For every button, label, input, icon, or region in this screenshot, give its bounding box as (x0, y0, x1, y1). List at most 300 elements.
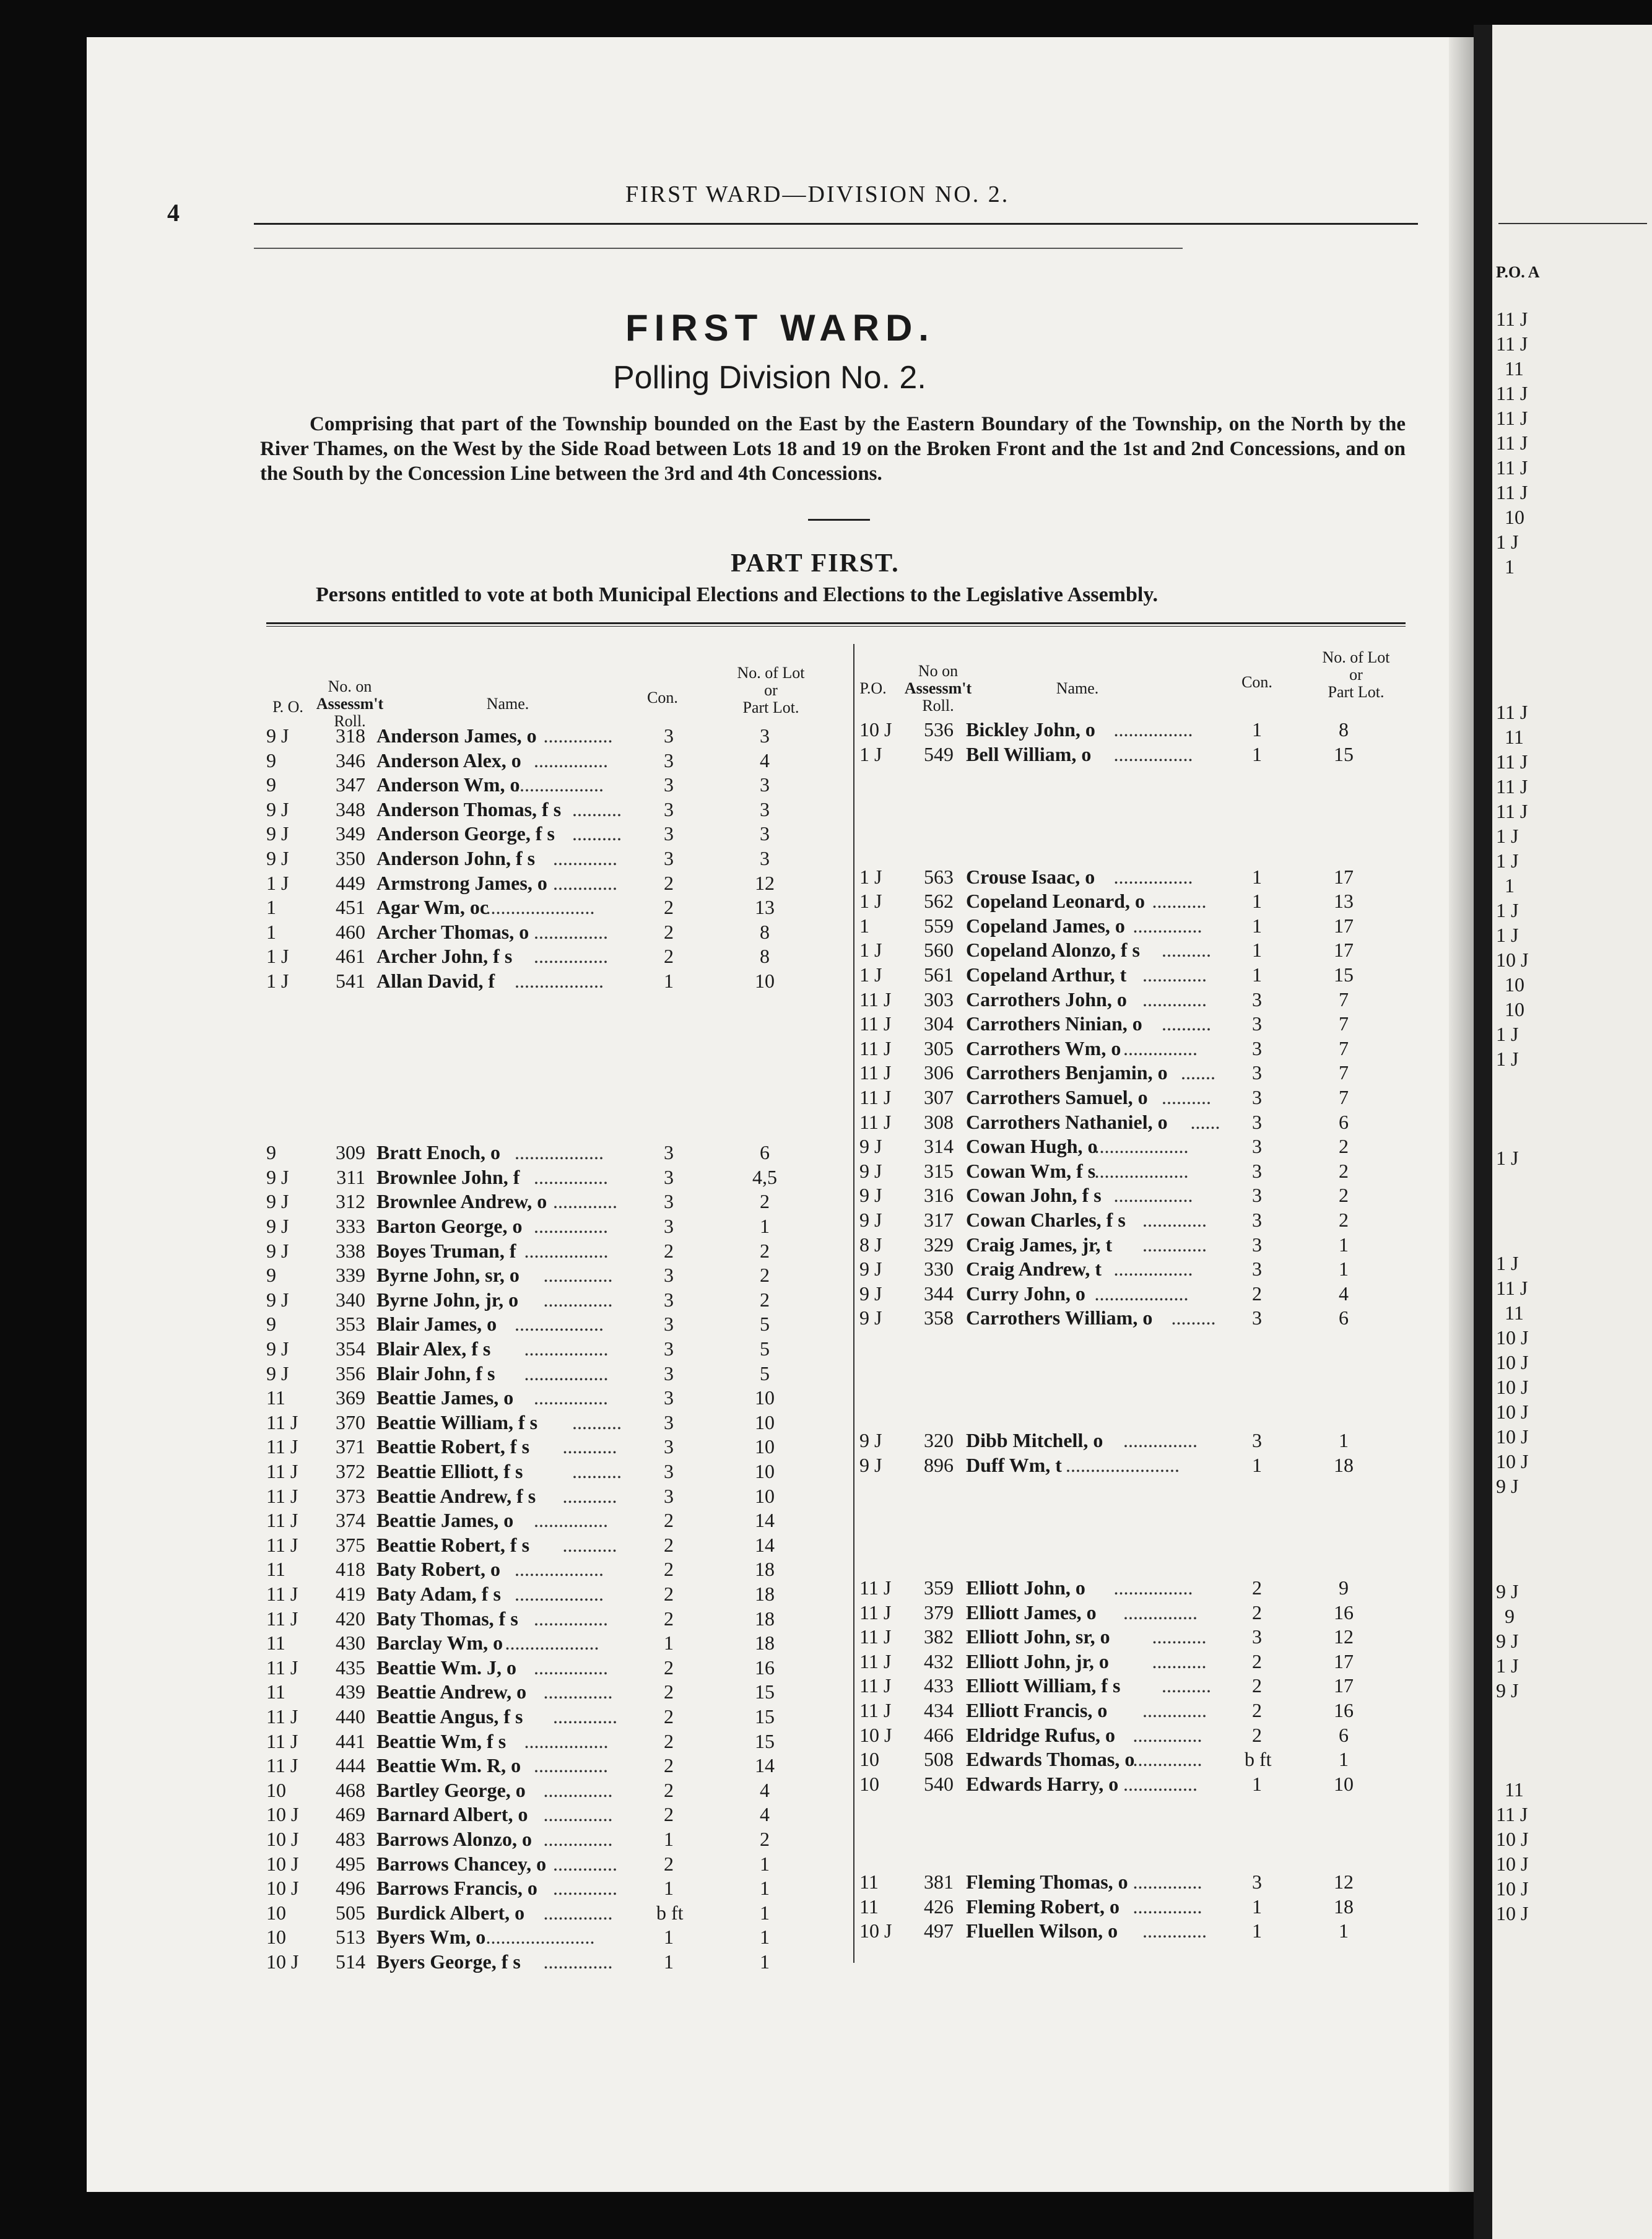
voter-row (260, 1434, 842, 1459)
voter-row (260, 1630, 842, 1655)
voter-roll-number: 559 (924, 914, 954, 937)
voter-roll-number: 495 (336, 1852, 365, 1875)
voter-po: 1 (266, 920, 276, 943)
voter-name: Cowan John, f s (966, 1184, 1102, 1207)
voter-name: Carrothers Nathaniel, o (966, 1110, 1168, 1133)
voter-row (260, 772, 842, 797)
next-page-fragment: 11 (1505, 726, 1524, 748)
header-lot-3: Part Lot. (742, 698, 799, 716)
voter-name: Barnard Albert, o (376, 1803, 528, 1826)
voter-name: Elliott John, jr, o (966, 1650, 1109, 1672)
header-roll-1: No. on (328, 677, 372, 695)
voter-lot: 12 (1334, 1871, 1354, 1893)
leader-dots: .............. (1132, 1723, 1202, 1746)
voter-name: Carrothers John, o (966, 988, 1127, 1011)
next-page-fragment: 10 J (1496, 1376, 1529, 1398)
voter-po: 11 (859, 1871, 879, 1893)
voter-roll-number: 371 (336, 1435, 365, 1458)
voter-row (260, 968, 842, 993)
voter-po: 1 J (266, 970, 289, 992)
voter-concession: 2 (1252, 1650, 1262, 1672)
voter-roll-number: 444 (336, 1754, 365, 1777)
voter-name: Craig Andrew, t (966, 1258, 1102, 1280)
voter-row (260, 1802, 842, 1827)
voter-name: Fluellen Wilson, o (966, 1919, 1118, 1942)
voter-row (854, 864, 1424, 889)
voter-roll-number: 314 (924, 1135, 954, 1158)
voter-concession: 3 (664, 1288, 674, 1311)
voter-row (854, 1698, 1424, 1723)
voter-row (854, 913, 1424, 938)
voter-concession: 1 (664, 1632, 674, 1654)
leader-dots: .............. (1132, 914, 1202, 937)
voter-roll-number: 440 (336, 1705, 365, 1728)
voter-roll-number: 483 (336, 1828, 365, 1850)
voter-row (260, 1900, 842, 1925)
voter-lot: 7 (1339, 1012, 1349, 1035)
voter-concession: 3 (1252, 1871, 1262, 1893)
voter-po: 11 J (266, 1484, 298, 1507)
leader-dots: ...... (1190, 1110, 1220, 1133)
voter-name: Fleming Thomas, o (966, 1871, 1128, 1893)
voter-concession: 2 (664, 1754, 674, 1777)
voter-po: 11 J (266, 1705, 298, 1728)
voter-concession: 1 (1252, 1772, 1262, 1795)
voter-concession: 1 (1252, 1919, 1262, 1942)
voter-name: Beattie Wm. R, o (376, 1754, 521, 1777)
voter-concession: 1 (1252, 865, 1262, 888)
leader-dots: ............. (553, 1705, 617, 1728)
leader-dots: .............. (543, 1803, 613, 1826)
voter-row (854, 1772, 1424, 1796)
leader-dots: .............. (543, 1901, 613, 1924)
voter-row (854, 1453, 1424, 1477)
voter-row (854, 1747, 1424, 1772)
leader-dots: ................... (1094, 1159, 1189, 1182)
leader-dots: .............. (543, 1950, 613, 1973)
next-page-fragment: 11 J (1496, 481, 1528, 503)
voter-po: 11 J (859, 1601, 892, 1624)
page-gutter (1474, 25, 1493, 2239)
leader-dots: ............... (534, 1754, 608, 1777)
next-page-fragment: 11 J (1496, 750, 1528, 773)
voter-lot: 5 (760, 1313, 770, 1336)
voter-roll-number: 466 (924, 1723, 954, 1746)
voter-name: Cowan Hugh, o (966, 1135, 1098, 1158)
voter-name: Beattie Andrew, o (376, 1680, 527, 1703)
next-page-fragment: 1 J (1496, 1023, 1519, 1045)
voter-lot: 18 (755, 1607, 775, 1630)
next-page-fragment: 11 J (1496, 333, 1528, 355)
voter-name: Boyes Truman, f (376, 1239, 516, 1262)
voter-roll-number: 381 (924, 1871, 954, 1893)
voter-row (260, 723, 842, 748)
next-page-fragment: 10 J (1496, 1853, 1529, 1875)
leader-dots: ............... (534, 1215, 608, 1237)
voter-lot: 1 (1339, 1258, 1349, 1280)
voter-lot: 10 (755, 1460, 775, 1482)
voter-name: Anderson John, f s (376, 847, 536, 869)
header-po-right: P.O. (859, 679, 887, 697)
voter-lot: 10 (755, 1411, 775, 1433)
voter-lot: 3 (760, 822, 770, 845)
voter-lot: 8 (760, 920, 770, 943)
voter-lot: 15 (755, 1680, 775, 1703)
voter-lot: 8 (1339, 718, 1349, 741)
voter-concession: 1 (1252, 1454, 1262, 1476)
voter-row (260, 871, 842, 895)
leader-dots: ........... (562, 1533, 617, 1556)
next-page-fragment: 10 J (1496, 1425, 1529, 1448)
leader-dots: ............... (534, 1509, 608, 1532)
next-page-fragment: 10 (1505, 998, 1524, 1020)
voter-lot: 15 (755, 1705, 775, 1728)
leader-dots: .............. (543, 1778, 613, 1801)
voter-name: Blair John, f s (376, 1362, 495, 1385)
next-page-fragment: 11 J (1496, 701, 1528, 723)
header-con-right: Con. (1241, 673, 1272, 691)
voter-name: Bartley George, o (376, 1778, 526, 1801)
voter-name: Crouse Isaac, o (966, 865, 1095, 888)
voter-po: 9 J (266, 1362, 289, 1385)
voter-lot: 15 (755, 1729, 775, 1752)
voter-concession: 1 (664, 1950, 674, 1973)
voter-name: Anderson James, o (376, 724, 537, 747)
voter-roll-number: 347 (336, 773, 365, 796)
voter-concession: 2 (664, 896, 674, 919)
leader-dots: ................ (1113, 742, 1193, 765)
voter-lot: 17 (1334, 865, 1354, 888)
leader-dots: ............... (534, 945, 608, 968)
voter-row (854, 1060, 1424, 1085)
voter-concession: 2 (664, 1803, 674, 1826)
header-lot-right-2: or (1349, 666, 1363, 684)
leader-dots: ............. (1142, 1699, 1207, 1721)
voter-row (260, 1361, 842, 1386)
voter-concession: 2 (1252, 1282, 1262, 1305)
header-lot-1: No. of Lot (737, 664, 805, 682)
leader-dots: ............... (1123, 1772, 1198, 1795)
voter-name: Armstrong James, o (376, 871, 547, 894)
voter-concession: 3 (664, 1141, 674, 1164)
leader-dots: .......... (572, 822, 622, 845)
leader-dots: ............. (553, 1852, 617, 1875)
header-rule (254, 223, 1418, 225)
voter-lot: 14 (755, 1533, 775, 1556)
voter-po: 9 J (266, 847, 289, 869)
voter-name: Beattie Elliott, f s (376, 1460, 523, 1482)
voter-concession: 1 (664, 1877, 674, 1900)
voter-lot: 1 (760, 1950, 770, 1973)
voter-concession: 2 (664, 1656, 674, 1679)
voter-name: Carrothers Wm, o (966, 1037, 1121, 1059)
leader-dots: .......... (572, 1411, 622, 1433)
voter-row (854, 1085, 1424, 1110)
voter-lot: 1 (1339, 1429, 1349, 1452)
leader-dots: ............. (1142, 1233, 1207, 1256)
voter-po: 11 J (859, 1674, 892, 1697)
voter-po: 9 J (859, 1159, 882, 1182)
voter-name: Copeland Alonzo, f s (966, 939, 1140, 962)
next-page-fragment: 9 J (1496, 1580, 1519, 1602)
voter-row (854, 1869, 1424, 1894)
voter-roll-number: 333 (336, 1215, 365, 1237)
voter-roll-number: 339 (336, 1264, 365, 1287)
leader-dots: .......... (572, 1460, 622, 1482)
voter-row (854, 742, 1424, 767)
voter-name: Edwards Thomas, o (966, 1748, 1135, 1771)
voter-name: Agar Wm, oc (376, 896, 489, 919)
voter-po: 1 J (859, 963, 882, 986)
voter-row (854, 1134, 1424, 1159)
voter-concession: b ft (1245, 1748, 1272, 1771)
next-page-fragment: 11 J (1496, 407, 1528, 429)
voter-po: 11 (266, 1386, 285, 1409)
voter-row (854, 1673, 1424, 1698)
leader-dots: ................. (524, 1729, 609, 1752)
voter-po: 11 (266, 1632, 285, 1654)
next-page-fragment: 1 (1505, 874, 1515, 897)
voter-row (260, 1459, 842, 1484)
voter-po: 1 (266, 896, 276, 919)
voter-row (260, 1606, 842, 1631)
voter-name: Copeland Arthur, t (966, 963, 1127, 986)
voter-lot: 5 (760, 1362, 770, 1385)
header-con: Con. (647, 689, 678, 706)
next-page-fragment: 10 J (1496, 1351, 1529, 1373)
voter-row (854, 1918, 1424, 1943)
voter-lot: 10 (755, 970, 775, 992)
voter-roll-number: 419 (336, 1583, 365, 1605)
voter-name: Elliott Francis, o (966, 1699, 1108, 1721)
voter-lot: 13 (1334, 890, 1354, 913)
voter-roll-number: 497 (924, 1919, 954, 1942)
voter-po: 9 J (266, 1288, 289, 1311)
voter-name: Beattie Robert, f s (376, 1435, 530, 1458)
voter-lot: 18 (755, 1583, 775, 1605)
voter-po: 9 J (859, 1429, 882, 1452)
voter-lot: 1 (1339, 1748, 1349, 1771)
table-top-rule-thin (266, 626, 1406, 627)
voter-lot: 2 (760, 1190, 770, 1213)
voter-row (260, 1311, 842, 1336)
leader-dots: .............. (543, 724, 613, 747)
voter-concession: 3 (1252, 1135, 1262, 1158)
voter-po: 9 J (859, 1454, 882, 1476)
voter-concession: 3 (1252, 1061, 1262, 1084)
voter-po: 9 J (859, 1184, 882, 1207)
voter-lot: 4 (1339, 1282, 1349, 1305)
voter-concession: 2 (1252, 1601, 1262, 1624)
voter-lot: 2 (760, 1239, 770, 1262)
voter-row (260, 895, 842, 920)
leader-dots: ............. (1142, 988, 1207, 1011)
voter-roll-number: 461 (336, 945, 365, 968)
voter-name: Bell William, o (966, 742, 1092, 765)
voter-name: Cowan Wm, f s (966, 1159, 1096, 1182)
running-head: FIRST WARD—DIVISION NO. 2. (625, 181, 1010, 207)
next-page-fragment: 10 (1505, 973, 1524, 996)
voter-lot: 3 (760, 773, 770, 796)
voter-row (854, 937, 1424, 962)
voter-name: Anderson Alex, o (376, 749, 521, 772)
voter-lot: 10 (1334, 1772, 1354, 1795)
voter-lot: 1 (760, 1852, 770, 1875)
voter-concession: 3 (664, 1435, 674, 1458)
voter-concession: 2 (664, 871, 674, 894)
voter-lot: 13 (755, 896, 775, 919)
leader-dots: .................. (515, 1583, 604, 1605)
next-page-fragment: 11 (1505, 1778, 1524, 1801)
voter-roll-number: 340 (336, 1288, 365, 1311)
leader-dots: ........... (1152, 1650, 1207, 1672)
voter-po: 9 (266, 1141, 276, 1164)
voter-row (854, 1305, 1424, 1330)
voter-lot: 1 (1339, 1919, 1349, 1942)
voter-roll-number: 418 (336, 1558, 365, 1581)
voter-roll-number: 356 (336, 1362, 365, 1385)
voter-roll-number: 330 (924, 1258, 954, 1280)
voter-row (260, 1924, 842, 1949)
leader-dots: .................. (515, 1141, 604, 1164)
voter-po: 1 J (859, 742, 882, 765)
next-page-fragment: 11 J (1496, 800, 1528, 822)
header-lot-right-3: Part Lot. (1328, 683, 1385, 701)
voter-concession: 1 (664, 1828, 674, 1850)
voter-row (260, 797, 842, 822)
voter-po: 11 J (859, 1086, 892, 1108)
voter-roll-number: 536 (924, 718, 954, 741)
voter-concession: 2 (664, 945, 674, 968)
voter-name: Byers Wm, o (376, 1926, 486, 1949)
voter-lot: 3 (760, 798, 770, 820)
voter-row (854, 1110, 1424, 1134)
leader-dots: ................... (1094, 1282, 1189, 1305)
voter-lot: 2 (1339, 1184, 1349, 1207)
next-page-fragment: P.O. A (1496, 263, 1540, 281)
voter-lot: 1 (760, 1901, 770, 1924)
voter-row (260, 1287, 842, 1312)
leader-dots: .............. (543, 1288, 613, 1311)
voter-concession: 2 (664, 920, 674, 943)
voter-name: Bickley John, o (966, 718, 1095, 741)
voter-roll-number: 316 (924, 1184, 954, 1207)
leader-dots: .................. (515, 970, 604, 992)
voter-row (260, 1533, 842, 1557)
leader-dots: ................ (1113, 865, 1193, 888)
voter-row (260, 1214, 842, 1238)
voter-name: Brownlee Andrew, o (376, 1190, 547, 1213)
voter-row (854, 1011, 1424, 1036)
voter-concession: 1 (1252, 718, 1262, 741)
leader-dots: ............. (1142, 963, 1207, 986)
voter-name: Beattie Robert, f s (376, 1533, 530, 1556)
voter-roll-number: 382 (924, 1625, 954, 1648)
voter-roll-number: 349 (336, 822, 365, 845)
voter-roll-number: 468 (336, 1778, 365, 1801)
voter-roll-number: 311 (336, 1165, 365, 1188)
next-page-fragment: 11 J (1496, 1803, 1528, 1825)
voter-row (260, 1557, 842, 1581)
voter-name: Anderson George, f s (376, 822, 555, 845)
voter-po: 11 J (266, 1509, 298, 1532)
voter-lot: 14 (755, 1754, 775, 1777)
voter-roll-number: 353 (336, 1313, 365, 1336)
voter-lot: 15 (1334, 963, 1354, 986)
voter-concession: 3 (1252, 1306, 1262, 1329)
voter-name: Carrothers William, o (966, 1306, 1153, 1329)
voter-po: 11 J (266, 1754, 298, 1777)
voter-lot: 16 (1334, 1601, 1354, 1624)
voter-name: Elliott James, o (966, 1601, 1097, 1624)
voter-row (260, 1753, 842, 1778)
voter-lot: 7 (1339, 988, 1349, 1011)
leader-dots: ............... (534, 1656, 608, 1679)
voter-concession: 2 (1252, 1699, 1262, 1721)
voter-name: Copeland James, o (966, 914, 1125, 937)
voter-roll-number: 441 (336, 1729, 365, 1752)
voter-name: Craig James, jr, t (966, 1233, 1113, 1256)
voter-po: 10 J (266, 1877, 299, 1900)
voter-po: 1 J (859, 890, 882, 913)
voter-name: Carrothers Ninian, o (966, 1012, 1142, 1035)
leader-dots: ............... (1123, 1429, 1198, 1452)
leader-dots: .......... (1162, 1086, 1211, 1108)
voter-row (260, 1189, 842, 1214)
voter-roll-number: 358 (924, 1306, 954, 1329)
voter-po: 1 J (266, 871, 289, 894)
voter-lot: 3 (760, 724, 770, 747)
header-name-right: Name. (1056, 679, 1099, 697)
part-subtitle: Persons entitled to vote at both Municipal Elections and Elections to the Legislative Assembly. (316, 583, 1158, 606)
voter-roll-number: 315 (924, 1159, 954, 1182)
header-roll-3: Roll. (334, 712, 366, 730)
voter-po: 10 (266, 1901, 286, 1924)
voter-concession: 3 (1252, 1159, 1262, 1182)
next-page-fragment: 1 (1505, 555, 1515, 578)
next-page-fragment: 10 J (1496, 1902, 1529, 1924)
voter-name: Beattie Angus, f s (376, 1705, 523, 1728)
voter-roll-number: 348 (336, 798, 365, 820)
header-name: Name. (486, 695, 529, 713)
voter-po: 11 J (266, 1533, 298, 1556)
voter-concession: 3 (1252, 988, 1262, 1011)
voter-concession: 3 (1252, 1110, 1262, 1133)
next-page-fragment: 1 J (1496, 924, 1519, 946)
next-page-fragment: 11 J (1496, 456, 1528, 479)
voter-row (260, 1508, 842, 1533)
leader-dots: ................ (1113, 1576, 1193, 1599)
voter-po: 11 J (859, 1576, 892, 1599)
voter-lot: 4 (760, 1803, 770, 1826)
header-lot-2: or (764, 681, 778, 699)
voter-po: 11 J (266, 1607, 298, 1630)
voter-row (260, 1704, 842, 1729)
leader-dots: ............. (1142, 1919, 1207, 1942)
voter-roll-number: 320 (924, 1429, 954, 1452)
voter-row (260, 1140, 842, 1165)
voter-po: 9 J (859, 1209, 882, 1231)
next-page-fragment: 11 J (1496, 382, 1528, 404)
voter-po: 10 (266, 1778, 286, 1801)
next-page-fragment: 11 (1505, 357, 1524, 380)
voter-roll-number: 430 (336, 1632, 365, 1654)
voter-roll-number: 359 (924, 1576, 954, 1599)
voter-row (260, 1238, 842, 1263)
page-number: 4 (167, 199, 180, 227)
voter-concession: 3 (664, 1386, 674, 1409)
leader-dots: .............. (543, 1680, 613, 1703)
